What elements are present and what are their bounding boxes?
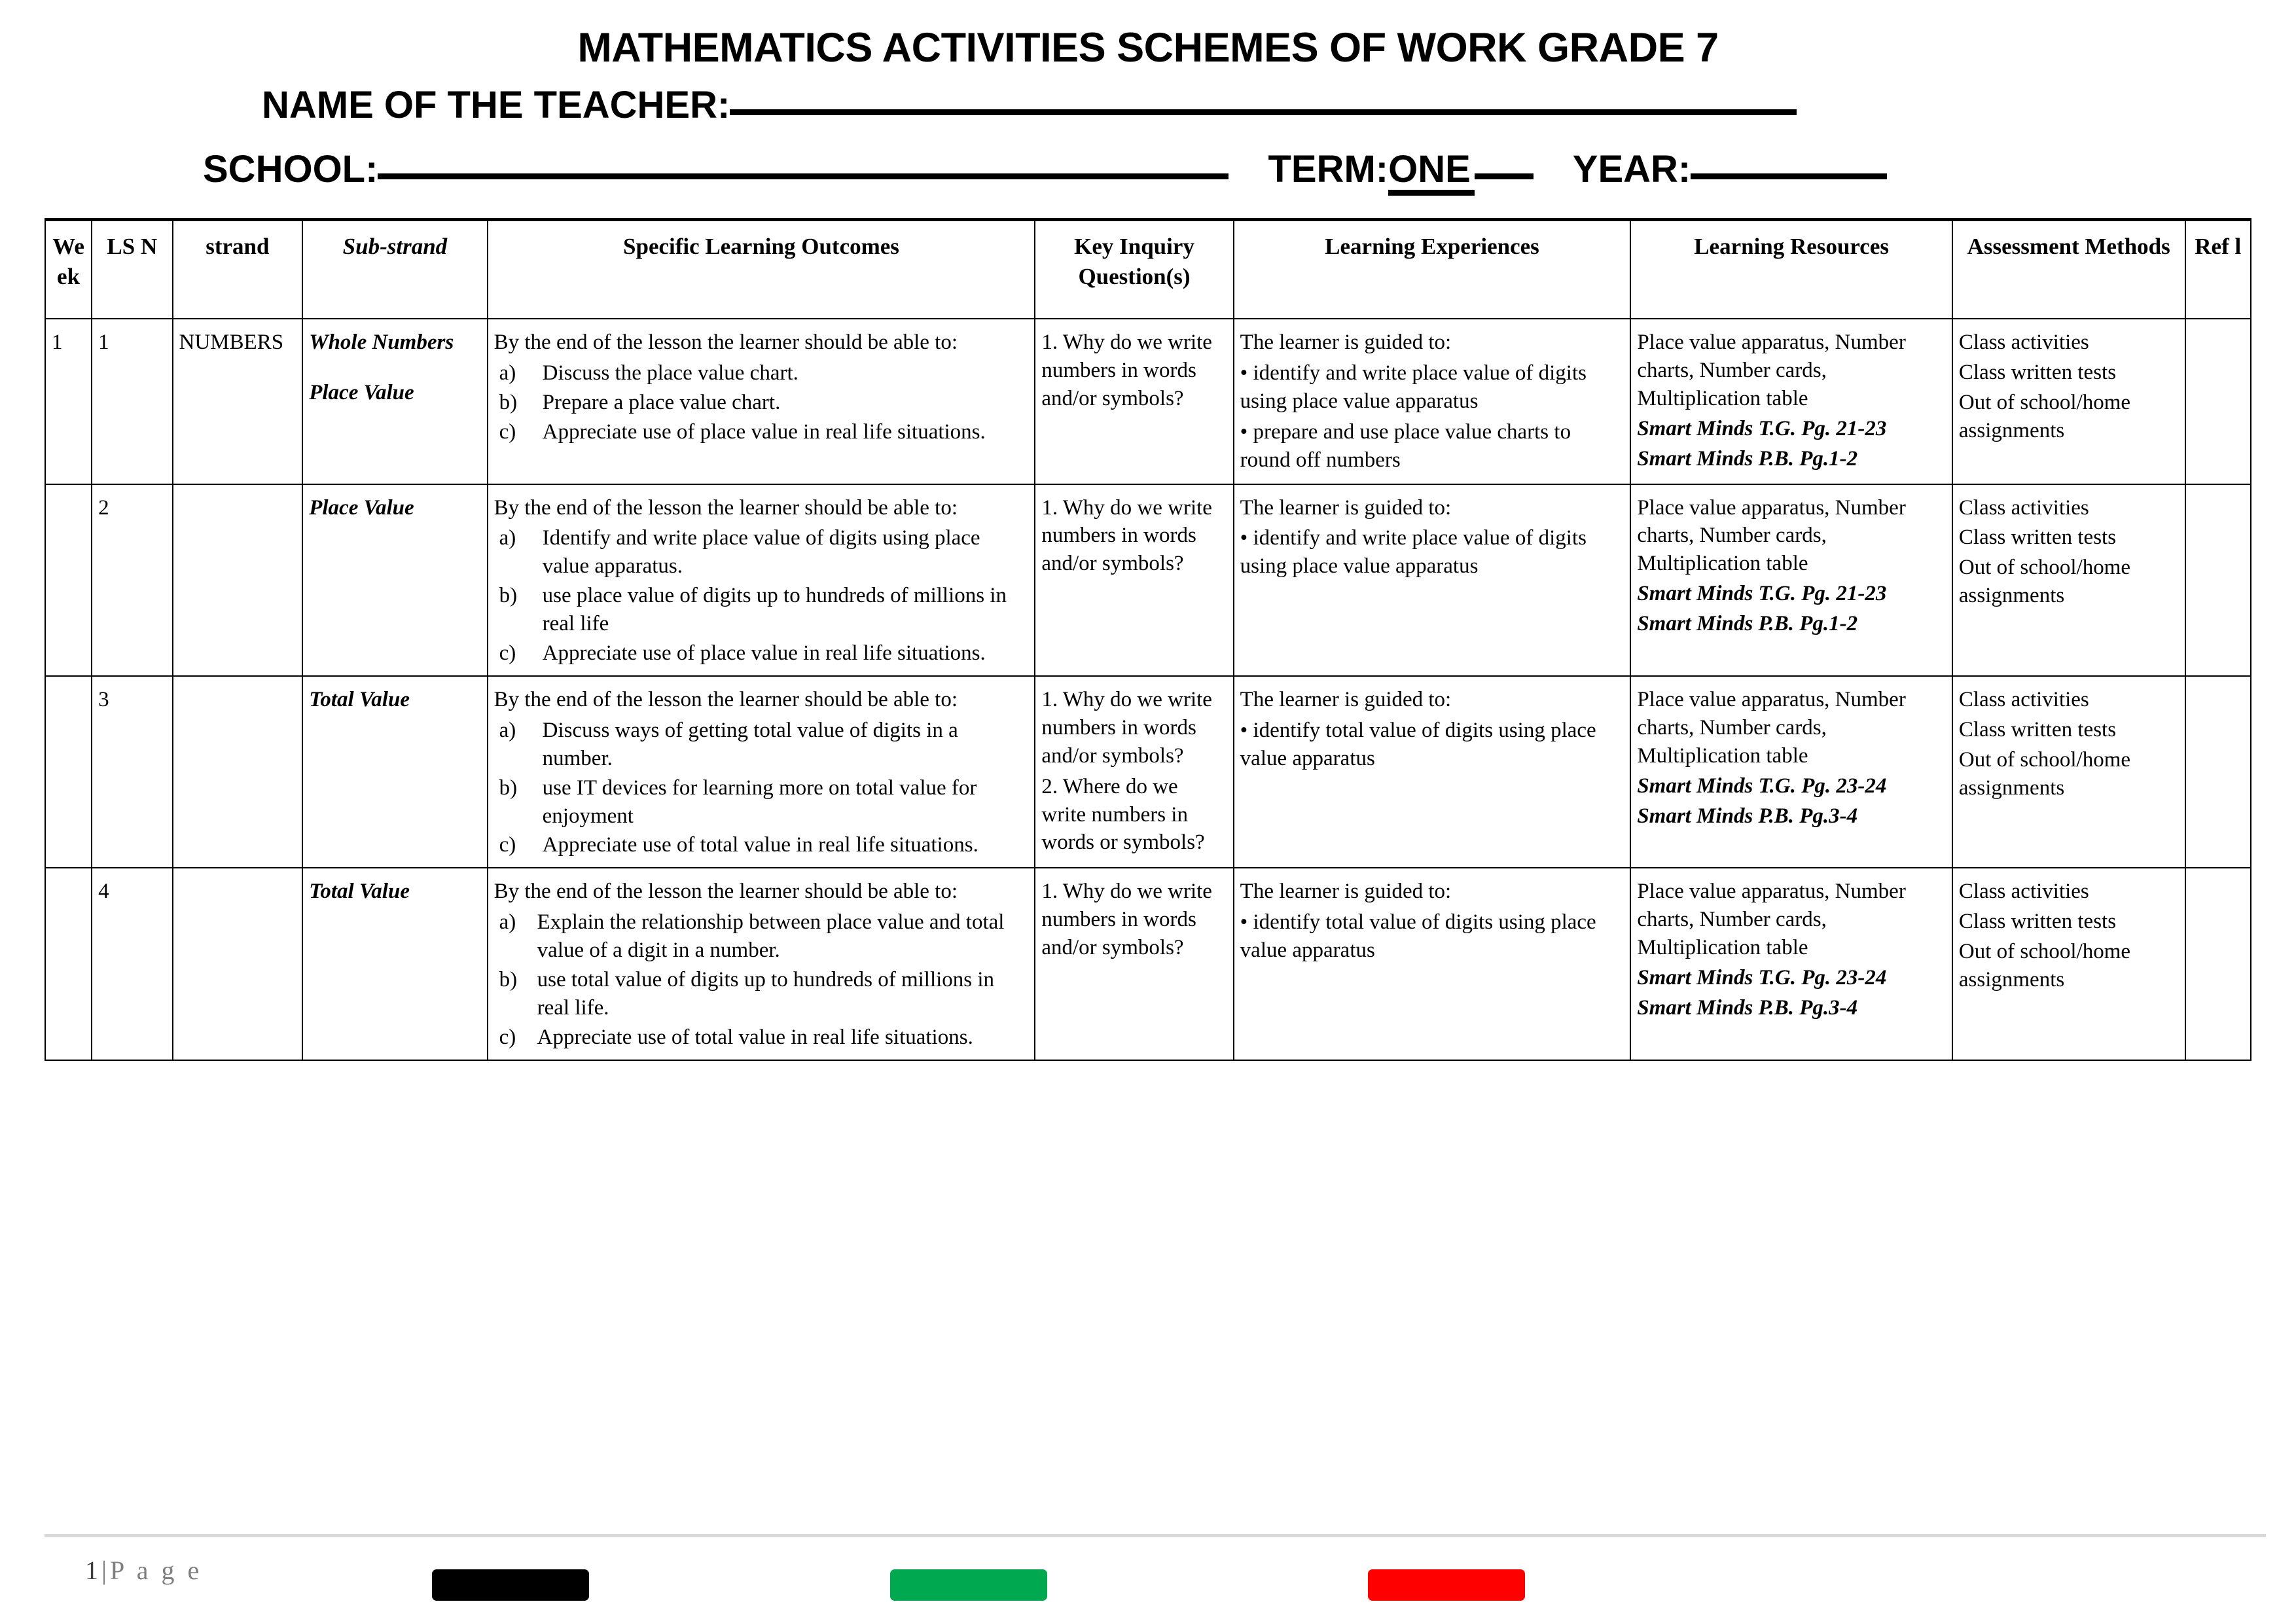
year-input-rule[interactable] (1691, 173, 1887, 179)
cell-reflection[interactable] (2185, 484, 2251, 676)
outcomes-list (494, 524, 1029, 667)
outcome-item: c) Appreciate use of total value in real life situations. (494, 1024, 1029, 1052)
cell-week: 1 (45, 319, 92, 484)
cell-lsn: 3 (92, 676, 172, 868)
assessment-method-item: Out of school/home assignments (1958, 747, 2131, 800)
cell-assessment-methods (1952, 676, 2185, 868)
cell-assessment-methods (1952, 319, 2185, 484)
cell-specific-learning-outcomes (488, 676, 1035, 868)
learning-resources-materials: Place value apparatus, Number charts, Number cards, Multiplication table (1637, 495, 1906, 576)
outcome-item: b) use place value of digits up to hundreds of millions in real life (494, 582, 1029, 638)
outcome-item: c) Appreciate use of total value in real life situations. (494, 831, 1029, 859)
footer-divider (45, 1534, 2266, 1537)
learning-resource-book: Smart Minds T.G. Pg. 21-23 (1637, 416, 1887, 440)
school-term-year-line (0, 124, 2296, 196)
term-value[interactable]: ONE (1388, 151, 1475, 196)
outcome-marker: a) (499, 526, 516, 550)
learning-resources-materials: Place value apparatus, Number charts, Number cards, Multiplication table (1637, 880, 1906, 960)
outcome-marker: c) (499, 419, 516, 444)
cell-strand: NUMBERS (173, 319, 303, 484)
key-inquiry-question: 1. Why do we write numbers in words and/or symbols? (1041, 495, 1212, 576)
cell-strand (173, 868, 303, 1060)
assessment-method-item: Class written tests (1958, 717, 2117, 741)
outcome-item: a) Explain the relationship between place value and total value of a digit in a number. (494, 908, 1029, 965)
outcomes-lead: By the end of the lesson the learner should be able to: (493, 330, 958, 355)
column-header-strand: strand (173, 220, 303, 319)
outcome-marker: c) (499, 641, 516, 666)
learning-experience-item: • identify and write place value of digits using place value apparatus (1240, 526, 1587, 579)
learning-resources-materials: Place value apparatus, Number charts, Number cards, Multiplication table (1637, 330, 1906, 410)
outcome-item: a) Discuss the place value chart. (494, 359, 1029, 387)
column-header-learning-experiences: Learning Experiences (1234, 220, 1631, 319)
learning-resource-book: Smart Minds P.B. Pg.1-2 (1637, 446, 1858, 471)
learning-resource-book: Smart Minds P.B. Pg.3-4 (1637, 804, 1858, 828)
cell-strand (173, 484, 303, 676)
cell-specific-learning-outcomes (488, 484, 1035, 676)
footer-bar-red (1368, 1569, 1525, 1601)
cell-learning-resources (1630, 868, 1952, 1060)
cell-strand (173, 676, 303, 868)
column-header-specific-learning-outcomes: Specific Learning Outcomes (488, 220, 1035, 319)
learning-experience-item: • prepare and use place value charts to round off numbers (1240, 419, 1571, 472)
cell-lsn: 4 (92, 868, 172, 1060)
term-label: TERM: (1268, 148, 1389, 191)
learning-resource-book: Smart Minds T.G. Pg. 21-23 (1637, 582, 1887, 606)
learning-experiences-lead: The learner is guided to: (1240, 687, 1452, 711)
outcome-marker: c) (499, 833, 516, 857)
table-header-row (45, 220, 2251, 319)
key-inquiry-question: 1. Why do we write numbers in words and/or symbols? (1041, 330, 1212, 410)
assessment-method-item: Out of school/home assignments (1958, 556, 2131, 608)
school-label: SCHOOL: (203, 148, 378, 191)
outcome-item: b) use total value of digits up to hundreds of millions in real life. (494, 966, 1029, 1022)
column-header-week: We ek (45, 220, 92, 319)
cell-week (45, 676, 92, 868)
cell-lsn: 2 (92, 484, 172, 676)
key-inquiry-question: 1. Why do we write numbers in words and/or symbols? (1041, 880, 1212, 960)
teacher-input-rule[interactable] (730, 109, 1797, 115)
assessment-method-item: Class activities (1958, 330, 2089, 355)
footer-bar-green (890, 1569, 1047, 1601)
column-header-learning-resources: Learning Resources (1630, 220, 1952, 319)
learning-experience-item: • identify and write place value of digits using place value apparatus (1240, 361, 1587, 413)
cell-learning-resources (1630, 484, 1952, 676)
cell-key-inquiry-questions (1035, 676, 1233, 868)
learning-experiences-lead: The learner is guided to: (1240, 495, 1452, 520)
cell-key-inquiry-questions (1035, 484, 1233, 676)
page-number-separator: | (101, 1556, 111, 1585)
outcomes-lead: By the end of the lesson the learner should be able to: (493, 880, 958, 904)
assessment-method-item: Class activities (1958, 687, 2089, 711)
key-inquiry-question: 2. Where do we write numbers in words or symbols? (1041, 774, 1205, 855)
outcome-item: a) Discuss ways of getting total value of digits in a number. (494, 717, 1029, 773)
outcome-item: b) use IT devices for learning more on total value for enjoyment (494, 774, 1029, 830)
column-header-lsn: LS N (92, 220, 172, 319)
outcome-marker: b) (499, 776, 518, 800)
learning-resource-book: Smart Minds P.B. Pg.1-2 (1637, 612, 1858, 636)
table-body (45, 319, 2251, 1060)
sub-strand-secondary: Place Value (309, 495, 414, 520)
learning-experiences-lead: The learner is guided to: (1240, 330, 1452, 355)
assessment-method-item: Out of school/home assignments (1958, 940, 2131, 991)
cell-reflection[interactable] (2185, 676, 2251, 868)
sub-strand-primary: Whole Numbers (309, 330, 454, 355)
key-inquiry-question: 1. Why do we write numbers in words and/or symbols? (1041, 687, 1212, 768)
table-row (45, 484, 2251, 676)
sub-strand-secondary: Place Value (309, 381, 414, 405)
outcomes-lead: By the end of the lesson the learner should be able to: (493, 687, 958, 711)
page-title: MATHEMATICS ACTIVITIES SCHEMES OF WORK GRADE 7 (577, 25, 1719, 71)
outcome-item: c) Appreciate use of place value in real life situations. (494, 418, 1029, 446)
table-row (45, 319, 2251, 484)
footer-bar-black (432, 1569, 589, 1601)
year-label: YEAR: (1572, 148, 1691, 191)
page-word: P a g e (110, 1556, 203, 1585)
sub-strand-secondary: Total Value (309, 880, 410, 904)
assessment-method-item: Class written tests (1958, 526, 2117, 550)
assessment-method-item: Out of school/home assignments (1958, 390, 2131, 442)
outcome-item: b) Prepare a place value chart. (494, 389, 1029, 417)
cell-specific-learning-outcomes (488, 868, 1035, 1060)
table-row (45, 868, 2251, 1060)
outcome-marker: c) (499, 1025, 516, 1049)
column-header-sub-strand: Sub-strand (302, 220, 487, 319)
learning-experiences-lead: The learner is guided to: (1240, 880, 1452, 904)
cell-specific-learning-outcomes (488, 319, 1035, 484)
cell-sub-strand (302, 319, 487, 484)
cell-week (45, 484, 92, 676)
learning-resource-book: Smart Minds P.B. Pg.3-4 (1637, 995, 1858, 1020)
outcome-marker: a) (499, 361, 516, 385)
school-input-rule[interactable] (378, 173, 1229, 179)
assessment-method-item: Class activities (1958, 880, 2089, 904)
assessment-method-item: Class written tests (1958, 361, 2117, 385)
schemes-of-work-table-wrapper (0, 196, 2296, 1060)
cell-sub-strand (302, 676, 487, 868)
learning-resources-materials: Place value apparatus, Number charts, Number cards, Multiplication table (1637, 687, 1906, 768)
cell-key-inquiry-questions (1035, 868, 1233, 1060)
page-number-label (85, 1555, 202, 1586)
outcome-marker: b) (499, 584, 518, 608)
cell-learning-resources (1630, 676, 1952, 868)
sub-strand-secondary: Total Value (309, 687, 410, 711)
cell-sub-strand (302, 484, 487, 676)
assessment-method-item: Class written tests (1958, 910, 2117, 934)
cell-learning-experiences (1234, 676, 1631, 868)
outcomes-list (494, 908, 1029, 1051)
schemes-of-work-table (45, 218, 2251, 1060)
assessment-method-item: Class activities (1958, 495, 2089, 520)
outcomes-lead: By the end of the lesson the learner should be able to: (493, 495, 958, 520)
learning-resource-book: Smart Minds T.G. Pg. 23-24 (1637, 774, 1887, 798)
outcome-marker: b) (499, 967, 518, 991)
outcome-item: a) Identify and write place value of digits using place value apparatus. (494, 524, 1029, 580)
outcome-item: c) Appreciate use of place value in real life situations. (494, 639, 1029, 668)
column-header-assessment-methods: Assessment Methods (1952, 220, 2185, 319)
outcome-marker: a) (499, 910, 516, 935)
cell-reflection[interactable] (2185, 868, 2251, 1060)
page-number-value: 1 (85, 1556, 101, 1585)
cell-learning-experiences (1234, 868, 1631, 1060)
teacher-label: NAME OF THE TEACHER: (262, 84, 730, 127)
cell-sub-strand (302, 868, 487, 1060)
column-header-reflection: Ref l (2185, 220, 2251, 319)
teacher-field-line (0, 69, 2296, 127)
cell-key-inquiry-questions (1035, 319, 1233, 484)
cell-lsn: 1 (92, 319, 172, 484)
outcomes-list (494, 359, 1029, 446)
cell-reflection[interactable] (2185, 319, 2251, 484)
cell-learning-experiences (1234, 484, 1631, 676)
outcome-marker: a) (499, 718, 516, 742)
cell-week (45, 868, 92, 1060)
cell-assessment-methods (1952, 484, 2185, 676)
cell-assessment-methods (1952, 868, 2185, 1060)
outcome-marker: b) (499, 390, 518, 414)
learning-experience-item: • identify total value of digits using place value apparatus (1240, 910, 1596, 963)
cell-learning-experiences (1234, 319, 1631, 484)
learning-experience-item: • identify total value of digits using place value apparatus (1240, 718, 1596, 770)
learning-resource-book: Smart Minds T.G. Pg. 23-24 (1637, 965, 1887, 990)
column-header-key-inquiry-questions: Key Inquiry Question(s) (1035, 220, 1233, 319)
outcomes-list (494, 717, 1029, 859)
table-row (45, 676, 2251, 868)
page-footer (0, 1518, 2296, 1623)
cell-learning-resources (1630, 319, 1952, 484)
